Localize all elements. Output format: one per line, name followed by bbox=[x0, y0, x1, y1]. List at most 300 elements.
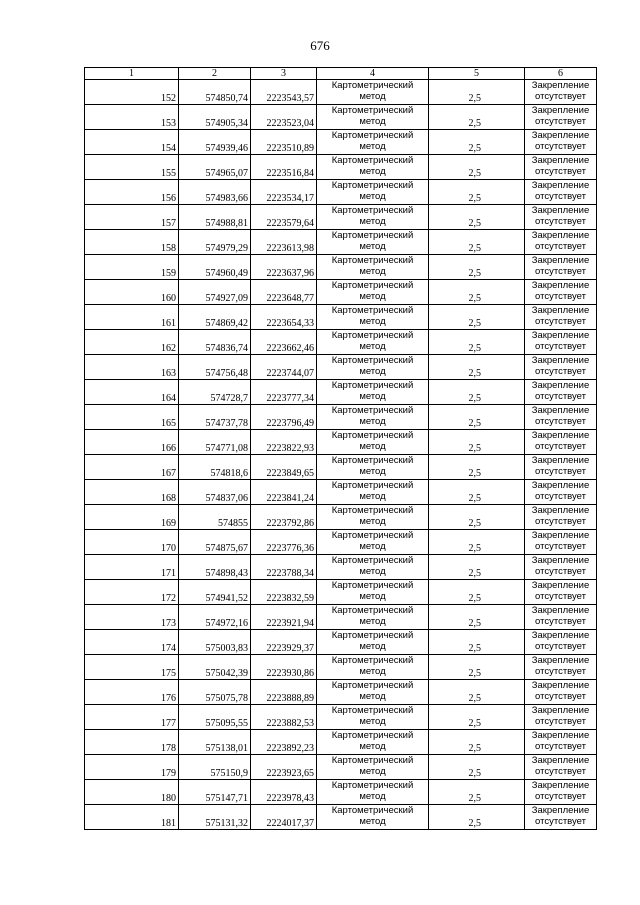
status-line2: отсутствует bbox=[535, 716, 586, 727]
method-cell bbox=[317, 580, 429, 605]
y-coordinate-cell: 2223637,96 bbox=[251, 255, 317, 280]
method-line2: метод bbox=[359, 766, 386, 777]
accuracy-cell: 2,5 bbox=[429, 655, 525, 680]
status-line1: Закрепление bbox=[531, 630, 590, 641]
status-cell bbox=[525, 580, 597, 605]
status-line1: Закрепление bbox=[531, 755, 590, 766]
method-line2: метод bbox=[359, 266, 386, 277]
status-line2: отсутствует bbox=[535, 741, 586, 752]
status-line2: отсутствует bbox=[535, 416, 586, 427]
method-line1: Картометрический bbox=[331, 205, 414, 216]
method-line2: метод bbox=[359, 166, 386, 177]
point-number-cell: 163 bbox=[85, 355, 179, 380]
column-header: 4 bbox=[317, 68, 429, 80]
point-number-cell: 153 bbox=[85, 105, 179, 130]
point-number-cell: 162 bbox=[85, 330, 179, 355]
accuracy-cell: 2,5 bbox=[429, 555, 525, 580]
status-line1: Закрепление bbox=[531, 480, 590, 491]
method-cell bbox=[317, 205, 429, 230]
y-coordinate-cell: 2223776,36 bbox=[251, 530, 317, 555]
point-number-cell: 174 bbox=[85, 630, 179, 655]
y-coordinate-cell: 2223579,64 bbox=[251, 205, 317, 230]
x-coordinate-cell: 574927,09 bbox=[179, 280, 251, 305]
point-number-cell: 158 bbox=[85, 230, 179, 255]
method-cell bbox=[317, 255, 429, 280]
column-header: 5 bbox=[429, 68, 525, 80]
status-line2: отсутствует bbox=[535, 366, 586, 377]
status-line2: отсутствует bbox=[535, 291, 586, 302]
table-row bbox=[85, 430, 597, 455]
x-coordinate-cell: 574756,48 bbox=[179, 355, 251, 380]
status-line1: Закрепление bbox=[531, 430, 590, 441]
method-line2: метод bbox=[359, 141, 386, 152]
method-line2: метод bbox=[359, 691, 386, 702]
x-coordinate-cell: 575150,9 bbox=[179, 755, 251, 780]
accuracy-cell: 2,5 bbox=[429, 705, 525, 730]
column-header: 1 bbox=[85, 68, 179, 80]
status-cell bbox=[525, 780, 597, 805]
point-number-cell: 152 bbox=[85, 80, 179, 105]
column-header: 3 bbox=[251, 68, 317, 80]
table-row bbox=[85, 280, 597, 305]
x-coordinate-cell: 575003,83 bbox=[179, 630, 251, 655]
point-number-cell: 175 bbox=[85, 655, 179, 680]
status-line2: отсутствует bbox=[535, 666, 586, 677]
method-line1: Картометрический bbox=[331, 455, 414, 466]
method-line2: метод bbox=[359, 441, 386, 452]
y-coordinate-cell: 2223849,65 bbox=[251, 455, 317, 480]
status-cell bbox=[525, 705, 597, 730]
method-cell bbox=[317, 605, 429, 630]
status-cell bbox=[525, 530, 597, 555]
point-number-cell: 168 bbox=[85, 480, 179, 505]
point-number-cell: 157 bbox=[85, 205, 179, 230]
method-line1: Картометрический bbox=[331, 780, 414, 791]
method-line2: метод bbox=[359, 341, 386, 352]
point-number-cell: 178 bbox=[85, 730, 179, 755]
table-row bbox=[85, 155, 597, 180]
y-coordinate-cell: 2223892,23 bbox=[251, 730, 317, 755]
y-coordinate-cell: 2223792,86 bbox=[251, 505, 317, 530]
y-coordinate-cell: 2223788,34 bbox=[251, 555, 317, 580]
accuracy-cell: 2,5 bbox=[429, 530, 525, 555]
table-row bbox=[85, 305, 597, 330]
status-line1: Закрепление bbox=[531, 405, 590, 416]
accuracy-cell: 2,5 bbox=[429, 630, 525, 655]
method-cell bbox=[317, 155, 429, 180]
status-line1: Закрепление bbox=[531, 580, 590, 591]
x-coordinate-cell: 574836,74 bbox=[179, 330, 251, 355]
header-row bbox=[85, 68, 597, 80]
method-cell bbox=[317, 230, 429, 255]
y-coordinate-cell: 2223888,89 bbox=[251, 680, 317, 705]
method-line1: Картометрический bbox=[331, 730, 414, 741]
status-cell bbox=[525, 155, 597, 180]
table-row bbox=[85, 105, 597, 130]
x-coordinate-cell: 574941,52 bbox=[179, 580, 251, 605]
method-line1: Картометрический bbox=[331, 505, 414, 516]
table-row bbox=[85, 205, 597, 230]
accuracy-cell: 2,5 bbox=[429, 80, 525, 105]
point-number-cell: 159 bbox=[85, 255, 179, 280]
method-cell bbox=[317, 330, 429, 355]
method-line1: Картометрический bbox=[331, 655, 414, 666]
accuracy-cell: 2,5 bbox=[429, 480, 525, 505]
y-coordinate-cell: 2223822,93 bbox=[251, 430, 317, 455]
status-line2: отсутствует bbox=[535, 441, 586, 452]
x-coordinate-cell: 574898,43 bbox=[179, 555, 251, 580]
status-cell bbox=[525, 305, 597, 330]
accuracy-cell: 2,5 bbox=[429, 330, 525, 355]
x-coordinate-cell: 575147,71 bbox=[179, 780, 251, 805]
method-line1: Картометрический bbox=[331, 705, 414, 716]
method-line1: Картометрический bbox=[331, 280, 414, 291]
method-cell bbox=[317, 305, 429, 330]
status-line1: Закрепление bbox=[531, 230, 590, 241]
status-line2: отсутствует bbox=[535, 566, 586, 577]
status-line2: отсутствует bbox=[535, 466, 586, 477]
x-coordinate-cell: 574818,6 bbox=[179, 455, 251, 480]
method-cell bbox=[317, 705, 429, 730]
method-line2: метод bbox=[359, 391, 386, 402]
table-row bbox=[85, 455, 597, 480]
x-coordinate-cell: 574850,74 bbox=[179, 80, 251, 105]
status-line2: отсутствует bbox=[535, 316, 586, 327]
status-line1: Закрепление bbox=[531, 705, 590, 716]
method-cell bbox=[317, 505, 429, 530]
accuracy-cell: 2,5 bbox=[429, 155, 525, 180]
point-number-cell: 170 bbox=[85, 530, 179, 555]
method-line1: Картометрический bbox=[331, 80, 414, 91]
accuracy-cell: 2,5 bbox=[429, 755, 525, 780]
method-cell bbox=[317, 455, 429, 480]
method-cell bbox=[317, 430, 429, 455]
method-line1: Картометрический bbox=[331, 405, 414, 416]
status-line2: отсутствует bbox=[535, 516, 586, 527]
y-coordinate-cell: 2223796,49 bbox=[251, 405, 317, 430]
accuracy-cell: 2,5 bbox=[429, 580, 525, 605]
status-line1: Закрепление bbox=[531, 280, 590, 291]
coordinates-table bbox=[84, 67, 597, 830]
x-coordinate-cell: 574905,34 bbox=[179, 105, 251, 130]
status-cell bbox=[525, 455, 597, 480]
method-cell bbox=[317, 355, 429, 380]
status-line2: отсутствует bbox=[535, 766, 586, 777]
status-cell bbox=[525, 80, 597, 105]
y-coordinate-cell: 2223978,43 bbox=[251, 780, 317, 805]
accuracy-cell: 2,5 bbox=[429, 230, 525, 255]
status-cell bbox=[525, 280, 597, 305]
method-line1: Картометрический bbox=[331, 530, 414, 541]
table-row bbox=[85, 630, 597, 655]
y-coordinate-cell: 2223929,37 bbox=[251, 630, 317, 655]
point-number-cell: 172 bbox=[85, 580, 179, 605]
status-line1: Закрепление bbox=[531, 380, 590, 391]
status-cell bbox=[525, 430, 597, 455]
status-line2: отсутствует bbox=[535, 591, 586, 602]
point-number-cell: 164 bbox=[85, 380, 179, 405]
status-cell bbox=[525, 655, 597, 680]
y-coordinate-cell: 2223648,77 bbox=[251, 280, 317, 305]
method-line1: Картометрический bbox=[331, 355, 414, 366]
point-number-cell: 155 bbox=[85, 155, 179, 180]
method-line1: Картометрический bbox=[331, 805, 414, 816]
table-row bbox=[85, 680, 597, 705]
x-coordinate-cell: 574979,29 bbox=[179, 230, 251, 255]
table-row bbox=[85, 255, 597, 280]
status-line2: отсутствует bbox=[535, 816, 586, 827]
method-line1: Картометрический bbox=[331, 430, 414, 441]
method-line2: метод bbox=[359, 516, 386, 527]
method-line2: метод bbox=[359, 416, 386, 427]
table-row bbox=[85, 130, 597, 155]
x-coordinate-cell: 574869,42 bbox=[179, 305, 251, 330]
point-number-cell: 179 bbox=[85, 755, 179, 780]
method-line2: метод bbox=[359, 641, 386, 652]
status-line2: отсутствует bbox=[535, 191, 586, 202]
status-line1: Закрепление bbox=[531, 180, 590, 191]
y-coordinate-cell: 2223654,33 bbox=[251, 305, 317, 330]
status-cell bbox=[525, 630, 597, 655]
table-row bbox=[85, 230, 597, 255]
table-row bbox=[85, 355, 597, 380]
status-line2: отсутствует bbox=[535, 791, 586, 802]
status-line1: Закрепление bbox=[531, 355, 590, 366]
status-line1: Закрепление bbox=[531, 255, 590, 266]
method-line1: Картометрический bbox=[331, 605, 414, 616]
point-number-cell: 160 bbox=[85, 280, 179, 305]
method-line1: Картометрический bbox=[331, 680, 414, 691]
point-number-cell: 176 bbox=[85, 680, 179, 705]
table-row bbox=[85, 705, 597, 730]
table-row bbox=[85, 405, 597, 430]
status-line2: отсутствует bbox=[535, 616, 586, 627]
status-cell bbox=[525, 505, 597, 530]
accuracy-cell: 2,5 bbox=[429, 805, 525, 830]
method-line2: метод bbox=[359, 466, 386, 477]
method-cell bbox=[317, 755, 429, 780]
table-row bbox=[85, 330, 597, 355]
method-cell bbox=[317, 530, 429, 555]
method-cell bbox=[317, 805, 429, 830]
method-line1: Картометрический bbox=[331, 305, 414, 316]
page-number: 676 bbox=[310, 38, 330, 53]
status-line2: отсутствует bbox=[535, 216, 586, 227]
method-line1: Картометрический bbox=[331, 255, 414, 266]
y-coordinate-cell: 2223882,53 bbox=[251, 705, 317, 730]
method-line2: метод bbox=[359, 216, 386, 227]
status-line2: отсутствует bbox=[535, 491, 586, 502]
method-cell bbox=[317, 280, 429, 305]
y-coordinate-cell: 2223516,84 bbox=[251, 155, 317, 180]
status-line1: Закрепление bbox=[531, 805, 590, 816]
status-cell bbox=[525, 405, 597, 430]
y-coordinate-cell: 2223841,24 bbox=[251, 480, 317, 505]
table-row bbox=[85, 805, 597, 830]
status-line2: отсутствует bbox=[535, 266, 586, 277]
x-coordinate-cell: 574728,7 bbox=[179, 380, 251, 405]
status-cell bbox=[525, 605, 597, 630]
method-line1: Картометрический bbox=[331, 180, 414, 191]
status-cell bbox=[525, 680, 597, 705]
x-coordinate-cell: 574837,06 bbox=[179, 480, 251, 505]
status-cell bbox=[525, 180, 597, 205]
method-line1: Картометрический bbox=[331, 480, 414, 491]
column-header: 6 bbox=[525, 68, 597, 80]
x-coordinate-cell: 574771,08 bbox=[179, 430, 251, 455]
x-coordinate-cell: 574960,49 bbox=[179, 255, 251, 280]
x-coordinate-cell: 575095,55 bbox=[179, 705, 251, 730]
status-cell bbox=[525, 555, 597, 580]
status-line2: отсутствует bbox=[535, 91, 586, 102]
x-coordinate-cell: 575042,39 bbox=[179, 655, 251, 680]
accuracy-cell: 2,5 bbox=[429, 355, 525, 380]
accuracy-cell: 2,5 bbox=[429, 780, 525, 805]
status-line1: Закрепление bbox=[531, 605, 590, 616]
method-cell bbox=[317, 105, 429, 130]
column-header: 2 bbox=[179, 68, 251, 80]
x-coordinate-cell: 574972,16 bbox=[179, 605, 251, 630]
status-cell bbox=[525, 730, 597, 755]
status-line2: отсутствует bbox=[535, 166, 586, 177]
table-row bbox=[85, 180, 597, 205]
method-line1: Картометрический bbox=[331, 380, 414, 391]
method-line1: Картометрический bbox=[331, 580, 414, 591]
y-coordinate-cell: 2223523,04 bbox=[251, 105, 317, 130]
status-line2: отсутствует bbox=[535, 116, 586, 127]
accuracy-cell: 2,5 bbox=[429, 730, 525, 755]
method-line1: Картометрический bbox=[331, 130, 414, 141]
point-number-cell: 166 bbox=[85, 430, 179, 455]
status-line1: Закрепление bbox=[531, 205, 590, 216]
point-number-cell: 177 bbox=[85, 705, 179, 730]
method-cell bbox=[317, 655, 429, 680]
method-cell bbox=[317, 130, 429, 155]
point-number-cell: 154 bbox=[85, 130, 179, 155]
accuracy-cell: 2,5 bbox=[429, 305, 525, 330]
x-coordinate-cell: 574875,67 bbox=[179, 530, 251, 555]
method-cell bbox=[317, 180, 429, 205]
y-coordinate-cell: 2223543,57 bbox=[251, 80, 317, 105]
status-line1: Закрепление bbox=[531, 780, 590, 791]
x-coordinate-cell: 575131,32 bbox=[179, 805, 251, 830]
method-line2: метод bbox=[359, 491, 386, 502]
status-line1: Закрепление bbox=[531, 530, 590, 541]
accuracy-cell: 2,5 bbox=[429, 505, 525, 530]
status-cell bbox=[525, 380, 597, 405]
status-cell bbox=[525, 230, 597, 255]
point-number-cell: 169 bbox=[85, 505, 179, 530]
point-number-cell: 161 bbox=[85, 305, 179, 330]
method-line2: метод bbox=[359, 791, 386, 802]
accuracy-cell: 2,5 bbox=[429, 605, 525, 630]
status-line1: Закрепление bbox=[531, 155, 590, 166]
method-cell bbox=[317, 730, 429, 755]
accuracy-cell: 2,5 bbox=[429, 680, 525, 705]
point-number-cell: 156 bbox=[85, 180, 179, 205]
method-line2: метод bbox=[359, 816, 386, 827]
x-coordinate-cell: 575138,01 bbox=[179, 730, 251, 755]
table-row bbox=[85, 555, 597, 580]
method-line2: метод bbox=[359, 616, 386, 627]
status-line1: Закрепление bbox=[531, 655, 590, 666]
method-line2: метод bbox=[359, 241, 386, 252]
y-coordinate-cell: 2224017,37 bbox=[251, 805, 317, 830]
x-coordinate-cell: 574939,46 bbox=[179, 130, 251, 155]
method-cell bbox=[317, 630, 429, 655]
method-line2: метод bbox=[359, 316, 386, 327]
table-row bbox=[85, 530, 597, 555]
method-line2: метод bbox=[359, 666, 386, 677]
table-row bbox=[85, 730, 597, 755]
method-cell bbox=[317, 480, 429, 505]
y-coordinate-cell: 2223923,65 bbox=[251, 755, 317, 780]
table-row bbox=[85, 655, 597, 680]
table-row bbox=[85, 380, 597, 405]
status-cell bbox=[525, 805, 597, 830]
x-coordinate-cell: 575075,78 bbox=[179, 680, 251, 705]
method-line2: метод bbox=[359, 541, 386, 552]
y-coordinate-cell: 2223930,86 bbox=[251, 655, 317, 680]
method-line2: метод bbox=[359, 191, 386, 202]
method-line1: Картометрический bbox=[331, 230, 414, 241]
accuracy-cell: 2,5 bbox=[429, 130, 525, 155]
y-coordinate-cell: 2223832,59 bbox=[251, 580, 317, 605]
accuracy-cell: 2,5 bbox=[429, 280, 525, 305]
method-line2: метод bbox=[359, 741, 386, 752]
table-row bbox=[85, 505, 597, 530]
point-number-cell: 171 bbox=[85, 555, 179, 580]
method-cell bbox=[317, 80, 429, 105]
method-cell bbox=[317, 380, 429, 405]
status-line1: Закрепление bbox=[531, 305, 590, 316]
y-coordinate-cell: 2223613,98 bbox=[251, 230, 317, 255]
status-cell bbox=[525, 355, 597, 380]
status-cell bbox=[525, 330, 597, 355]
y-coordinate-cell: 2223662,46 bbox=[251, 330, 317, 355]
point-number-cell: 180 bbox=[85, 780, 179, 805]
method-line2: метод bbox=[359, 566, 386, 577]
status-cell bbox=[525, 205, 597, 230]
method-line2: метод bbox=[359, 366, 386, 377]
status-cell bbox=[525, 755, 597, 780]
point-number-cell: 173 bbox=[85, 605, 179, 630]
status-cell bbox=[525, 255, 597, 280]
status-line1: Закрепление bbox=[531, 680, 590, 691]
status-line1: Закрепление bbox=[531, 555, 590, 566]
status-cell bbox=[525, 480, 597, 505]
x-coordinate-cell: 574965,07 bbox=[179, 155, 251, 180]
status-line2: отсутствует bbox=[535, 691, 586, 702]
method-line2: метод bbox=[359, 91, 386, 102]
accuracy-cell: 2,5 bbox=[429, 255, 525, 280]
table-row bbox=[85, 480, 597, 505]
table-row bbox=[85, 580, 597, 605]
y-coordinate-cell: 2223534,17 bbox=[251, 180, 317, 205]
status-line2: отсутствует bbox=[535, 141, 586, 152]
method-line1: Картометрический bbox=[331, 630, 414, 641]
table-row bbox=[85, 605, 597, 630]
status-line1: Закрепление bbox=[531, 330, 590, 341]
accuracy-cell: 2,5 bbox=[429, 180, 525, 205]
accuracy-cell: 2,5 bbox=[429, 205, 525, 230]
method-cell bbox=[317, 405, 429, 430]
status-line1: Закрепление bbox=[531, 505, 590, 516]
x-coordinate-cell: 574988,81 bbox=[179, 205, 251, 230]
accuracy-cell: 2,5 bbox=[429, 105, 525, 130]
table-row bbox=[85, 80, 597, 105]
method-line2: метод bbox=[359, 591, 386, 602]
